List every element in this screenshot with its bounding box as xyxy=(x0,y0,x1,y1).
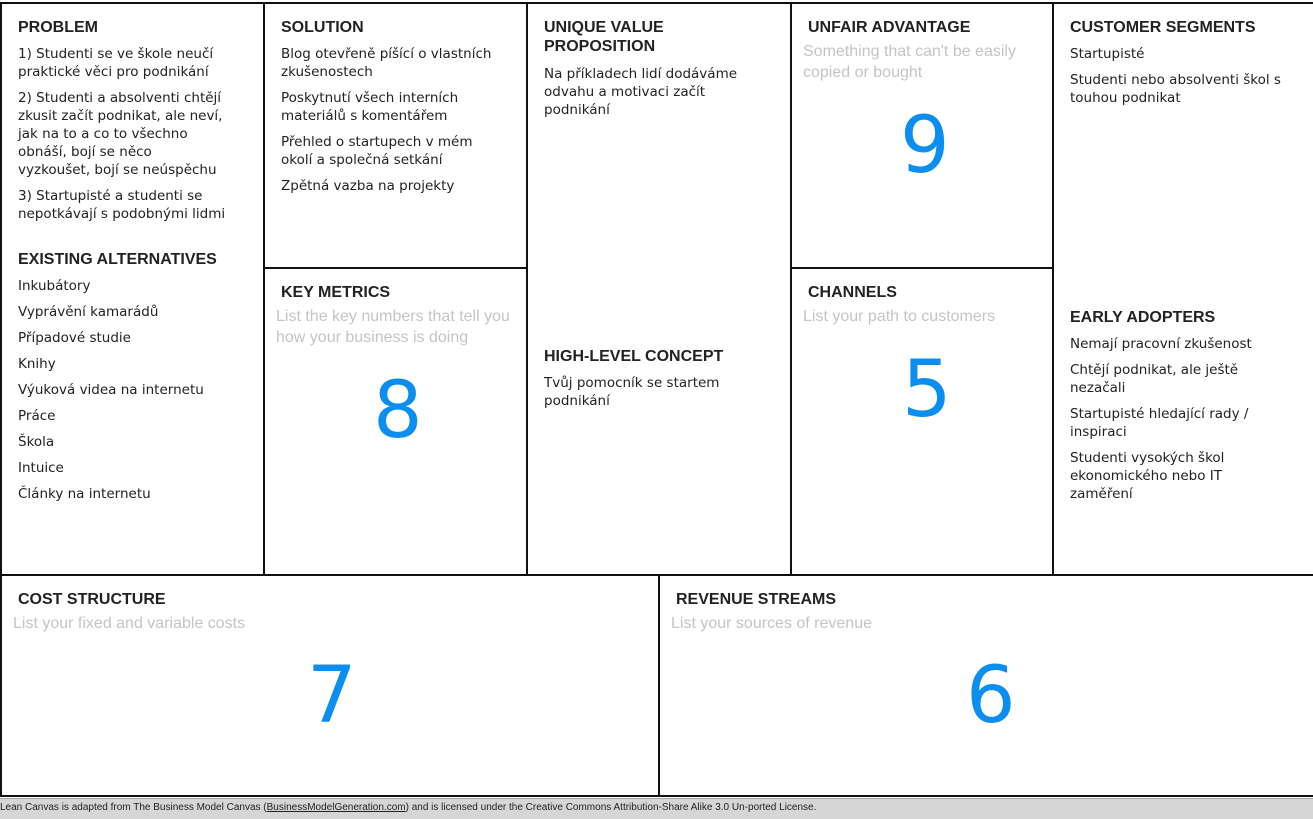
existing-alternatives-list xyxy=(18,277,248,511)
list-item: 2) Studenti a absolventi chtějí zkusit začít podnikat, ale neví, jak na to a co to všechno obnáší, bojí se něco vyzkoušet, bojí se neúspěchu xyxy=(18,90,223,178)
list-item: Intuice xyxy=(18,460,64,476)
customer-segments-list xyxy=(1070,45,1285,115)
list-item: Blog otevřeně píšící o vlastních zkušenostech xyxy=(281,46,492,80)
key-metrics-hint: List the key numbers that tell you how your business is doing xyxy=(276,308,510,346)
unfair-advantage-box xyxy=(790,2,1054,269)
channels-title: CHANNELS xyxy=(808,284,897,301)
list-item: Práce xyxy=(18,408,56,424)
list-item: Přehled o startupech v mém okolí a společná setkání xyxy=(281,134,473,168)
cost-structure-title: COST STRUCTURE xyxy=(18,591,166,608)
list-item: Inkubátory xyxy=(18,278,91,294)
channels-number: 5 xyxy=(902,345,952,435)
cost-structure-hint: List your fixed and variable costs xyxy=(13,615,246,632)
problem-title: PROBLEM xyxy=(18,19,98,36)
unfair-advantage-title: UNFAIR ADVANTAGE xyxy=(808,19,971,36)
cost-structure-box xyxy=(0,574,660,797)
problem-box xyxy=(0,2,265,576)
revenue-streams-hint: List your sources of revenue xyxy=(671,615,872,632)
uvp-list xyxy=(544,65,744,127)
list-item: Nemají pracovní zkušenost xyxy=(1070,336,1252,352)
unfair-advantage-number: 9 xyxy=(900,101,950,191)
cost-structure-number: 7 xyxy=(307,651,357,741)
list-item: Tvůj pomocník se startem podnikání xyxy=(544,375,720,409)
uvp-box xyxy=(526,2,792,576)
solution-list xyxy=(281,45,496,203)
footer-text-before: Lean Canvas is adapted from The Business Model Canvas ( xyxy=(0,802,267,813)
early-adopters-title: EARLY ADOPTERS xyxy=(1070,309,1216,326)
business-model-generation-link[interactable]: BusinessModelGeneration.com xyxy=(266,802,406,813)
revenue-streams-title: REVENUE STREAMS xyxy=(676,591,837,608)
license-footer xyxy=(0,798,1313,819)
list-item: Škola xyxy=(18,434,55,450)
list-item: Startupisté xyxy=(1070,46,1145,62)
list-item: Články na internetu xyxy=(18,486,151,502)
list-item: 1) Studenti se ve škole neučí praktické věci pro podnikání xyxy=(18,46,214,80)
revenue-streams-number: 6 xyxy=(966,651,1016,741)
existing-alternatives-title: EXISTING ALTERNATIVES xyxy=(18,251,217,268)
solution-title: SOLUTION xyxy=(281,19,364,36)
high-level-concept-list xyxy=(544,374,744,418)
list-item: 3) Startupisté a studenti se nepotkávají s podobnými lidmi xyxy=(18,188,226,222)
solution-box xyxy=(263,2,528,269)
list-item: Výuková videa na internetu xyxy=(18,382,204,398)
list-item: Chtějí podnikat, ale ještě nezačali xyxy=(1070,362,1239,396)
channels-hint: List your path to customers xyxy=(803,308,996,325)
early-adopters-list xyxy=(1070,335,1255,511)
list-item: Poskytnutí všech interních materiálů s komentářem xyxy=(281,90,459,124)
unfair-advantage-hint: Something that can't be easily copied or bought xyxy=(803,43,1016,81)
list-item: Startupisté hledající rady / inspiraci xyxy=(1070,406,1249,440)
key-metrics-title: KEY METRICS xyxy=(281,284,391,301)
revenue-streams-box xyxy=(658,574,1313,797)
list-item: Případové studie xyxy=(18,330,131,346)
customer-segments-box xyxy=(1052,2,1313,576)
list-item: Vyprávění kamarádů xyxy=(18,304,159,320)
key-metrics-box xyxy=(263,267,528,576)
high-level-concept-title: HIGH-LEVEL CONCEPT xyxy=(544,348,724,365)
channels-box xyxy=(790,267,1054,576)
list-item: Na příkladech lidí dodáváme odvahu a motivaci začít podnikání xyxy=(544,66,738,118)
list-item: Knihy xyxy=(18,356,56,372)
uvp-title: UNIQUE VALUE PROPOSITION xyxy=(544,19,664,55)
problem-list xyxy=(18,45,228,231)
key-metrics-number: 8 xyxy=(373,366,423,456)
list-item: Studenti vysokých škol ekonomického nebo IT zaměření xyxy=(1070,450,1225,502)
footer-text-after: ) and is licensed under the Creative Commons Attribution-Share Alike 3.0 Un-ported License. xyxy=(405,802,817,813)
list-item: Studenti nebo absolventi škol s touhou podnikat xyxy=(1070,72,1281,106)
list-item: Zpětná vazba na projekty xyxy=(281,178,455,194)
customer-segments-title: CUSTOMER SEGMENTS xyxy=(1070,19,1256,36)
